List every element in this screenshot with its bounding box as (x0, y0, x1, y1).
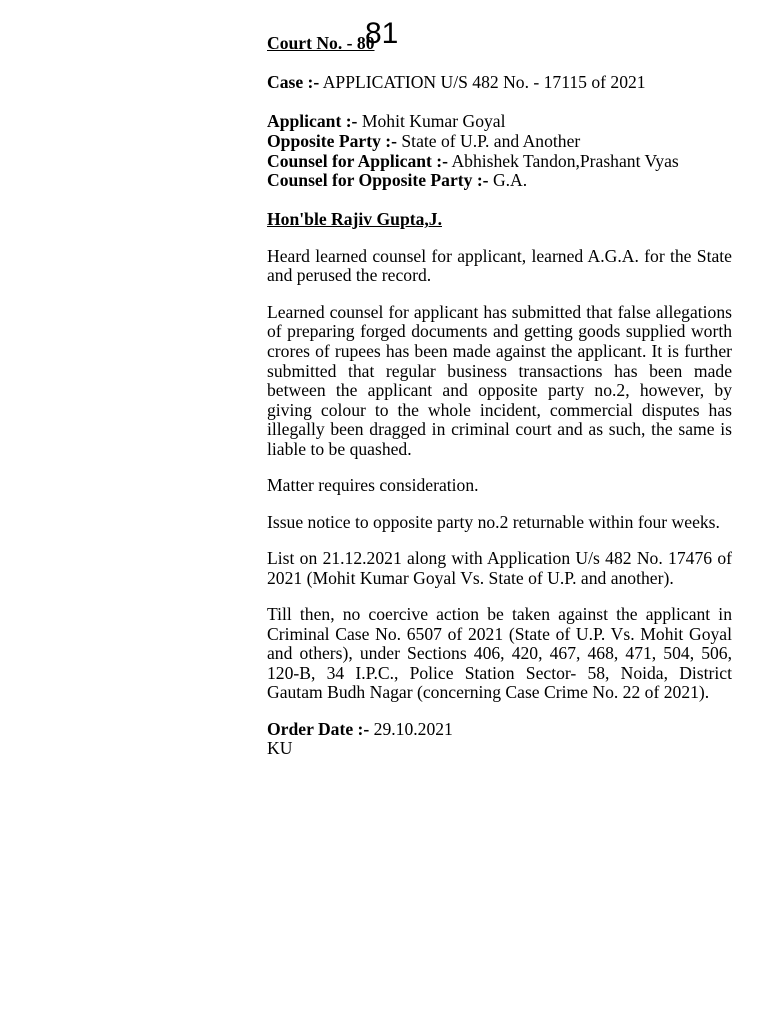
order-footer (267, 720, 732, 759)
order-paragraph: Heard learned counsel for applicant, learned A.G.A. for the State and perused the record. (267, 245, 732, 286)
opposite-party-label: Opposite Party :- (267, 130, 397, 151)
order-paragraph: Learned counsel for applicant has submitted that false allegations of preparing forged documents and getting goods supplied worth crores of rupees has been made against the applicant. It is further submitted that regular business transactions has been made between the applicant and opposite party no.2, however, by giving colour to the whole incident, commercial disputes has illegally been dragged in criminal court and as such, the same is liable to be quashed. (267, 301, 732, 459)
applicant-label: Applicant :- (267, 111, 358, 132)
case-line (267, 73, 732, 93)
applicant-line (267, 112, 732, 132)
counsel-applicant-value: Abhishek Tandon,Prashant Vyas (451, 150, 679, 171)
applicant-value: Mohit Kumar Goyal (361, 111, 506, 132)
order-date-label: Order Date :- (267, 718, 370, 739)
order-paragraph: Till then, no coercive action be taken against the applicant in Criminal Case No. 6507 of 2021 (State of U.P. Vs. Mohit Goyal and others), under Sections 406, 420, 467, 468, 471, 504, 506, 120-B, 34 I.P.C., Police Station Sector- 58, Noida, District Gautam Budh Nagar (concerning Case Crime No. 22 of 2021). (267, 604, 732, 703)
opposite-party-line (267, 132, 732, 152)
judge-name: Hon'ble Rajiv Gupta,J. (267, 209, 442, 230)
page-number: 81 (365, 17, 399, 50)
counsel-applicant-label: Counsel for Applicant :- (267, 150, 449, 171)
order-paragraph: Matter requires consideration. (267, 475, 479, 496)
initials: KU (267, 738, 293, 759)
case-value: APPLICATION U/S 482 No. - 17115 of 2021 (322, 72, 646, 93)
counsel-opposite-line (267, 171, 732, 191)
order-date-value: 29.10.2021 (373, 718, 453, 739)
parties-block (267, 112, 732, 190)
order-date-line (267, 720, 732, 740)
court-number: Court No. - 80 (267, 33, 375, 53)
counsel-applicant-line (267, 152, 732, 172)
case-label: Case :- (267, 72, 320, 93)
counsel-opposite-value: G.A. (492, 170, 528, 191)
opposite-party-value: State of U.P. and Another (401, 130, 581, 151)
order-paragraph: Issue notice to opposite party no.2 returnable within four weeks. (267, 511, 720, 532)
court-order-document (267, 34, 732, 759)
counsel-opposite-label: Counsel for Opposite Party :- (267, 170, 489, 191)
order-paragraph: List on 21.12.2021 along with Application U/s 482 No. 17476 of 2021 (Mohit Kumar Goyal Vs. State of U.P. and another). (267, 548, 732, 588)
